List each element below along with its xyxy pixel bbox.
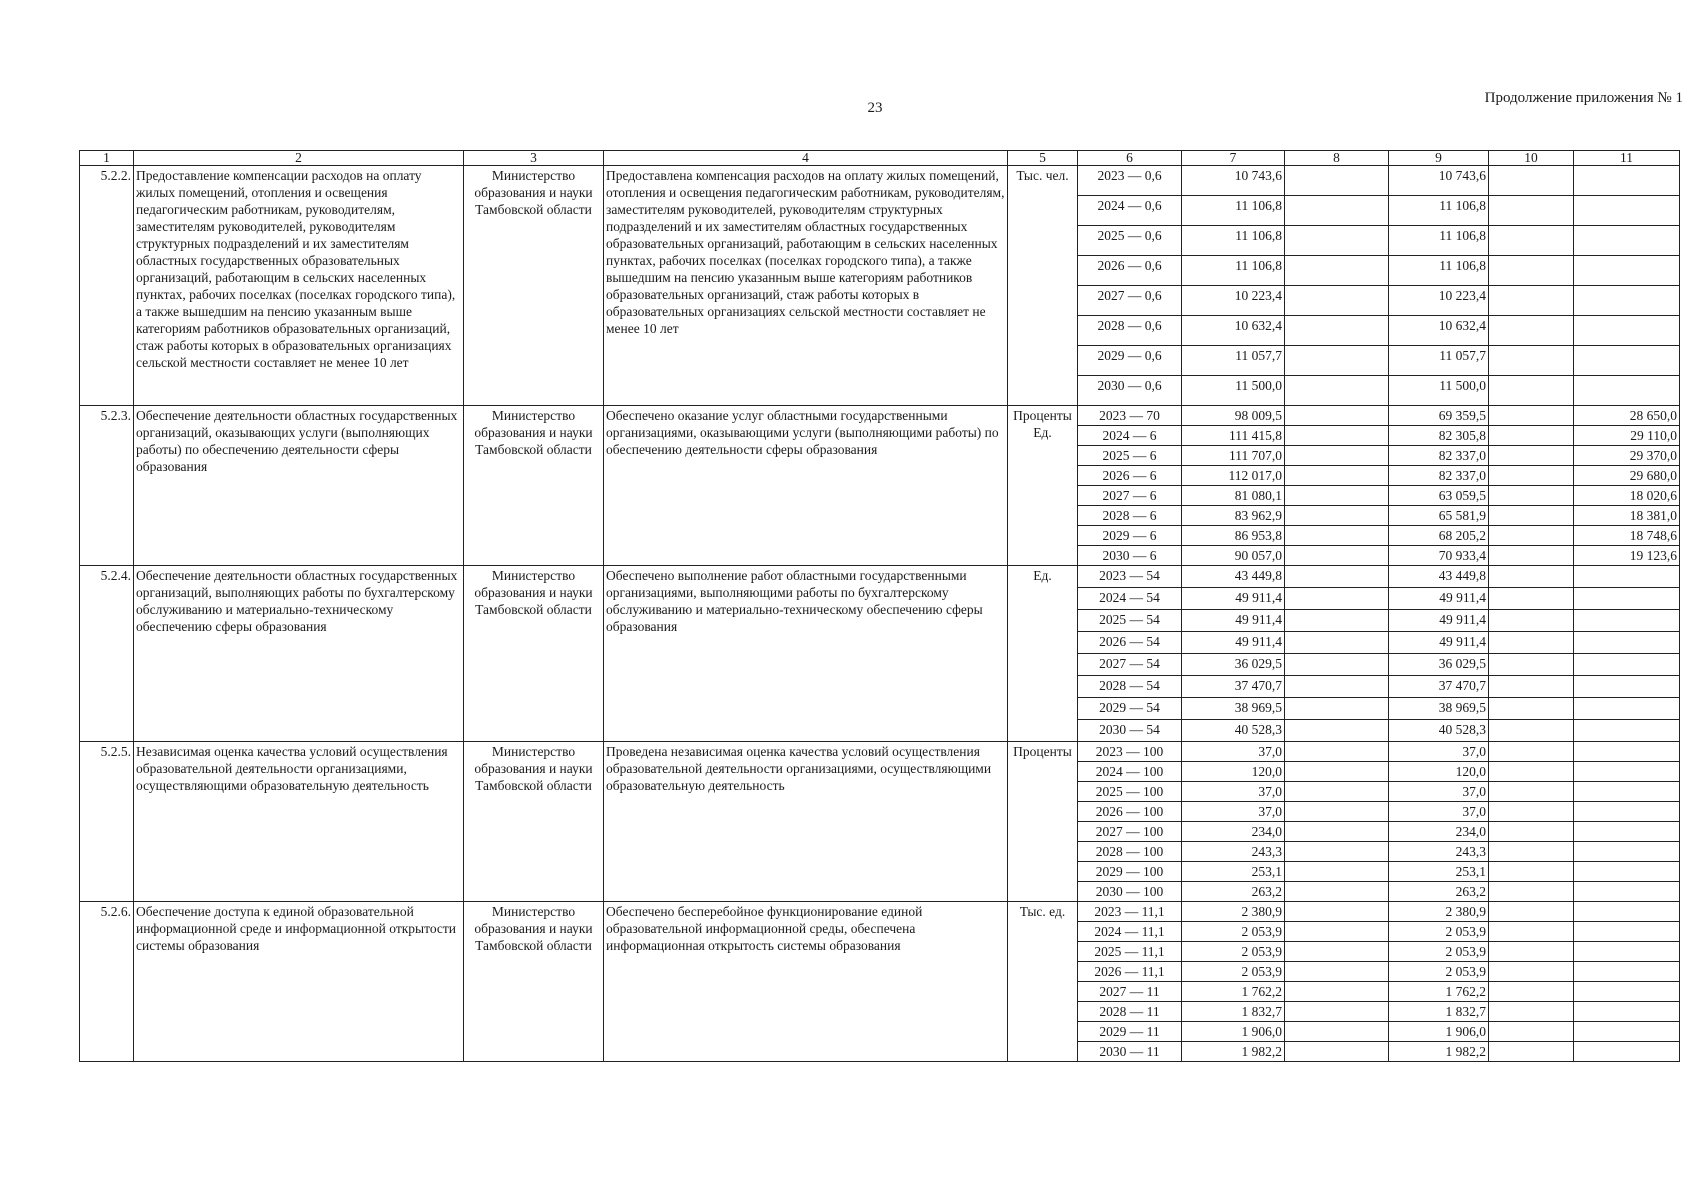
federal-amount (1285, 962, 1389, 982)
other-amount (1574, 286, 1680, 316)
regional-amount: 37,0 (1389, 802, 1489, 822)
federal-amount (1285, 566, 1389, 588)
regional-amount: 1 982,2 (1389, 1042, 1489, 1062)
regional-amount: 10 223,4 (1389, 286, 1489, 316)
local-amount (1489, 486, 1574, 506)
other-amount (1574, 376, 1680, 406)
regional-amount: 11 106,8 (1389, 226, 1489, 256)
regional-amount: 2 053,9 (1389, 962, 1489, 982)
regional-amount: 253,1 (1389, 862, 1489, 882)
other-amount (1574, 862, 1680, 882)
local-amount (1489, 698, 1574, 720)
local-amount (1489, 256, 1574, 286)
unit-label: Ед. (1033, 425, 1052, 440)
federal-amount (1285, 346, 1389, 376)
total-amount: 37,0 (1182, 782, 1285, 802)
page-number: 23 (867, 100, 883, 116)
year-target: 2028 — 6 (1078, 506, 1182, 526)
federal-amount (1285, 842, 1389, 862)
federal-amount (1285, 376, 1389, 406)
total-amount: 111 707,0 (1182, 446, 1285, 466)
column-number: 4 (604, 151, 1008, 166)
measure-executor: Министерство образования и науки Тамбовской области (464, 406, 604, 566)
year-target: 2030 — 11 (1078, 1042, 1182, 1062)
federal-amount (1285, 698, 1389, 720)
regional-amount: 37,0 (1389, 742, 1489, 762)
year-target: 2023 — 0,6 (1078, 166, 1182, 196)
unit-label: Ед. (1033, 568, 1052, 583)
total-amount: 1 832,7 (1182, 1002, 1285, 1022)
regional-amount: 37,0 (1389, 782, 1489, 802)
other-amount (1574, 566, 1680, 588)
year-target: 2028 — 0,6 (1078, 316, 1182, 346)
local-amount (1489, 196, 1574, 226)
regional-amount: 40 528,3 (1389, 720, 1489, 742)
total-amount: 83 962,9 (1182, 506, 1285, 526)
column-number: 1 (80, 151, 134, 166)
total-amount: 10 632,4 (1182, 316, 1285, 346)
table-row (80, 166, 1680, 196)
regional-amount: 49 911,4 (1389, 632, 1489, 654)
other-amount (1574, 922, 1680, 942)
total-amount: 2 380,9 (1182, 902, 1285, 922)
measure-code: 5.2.6. (80, 902, 134, 1062)
measure-code: 5.2.4. (80, 566, 134, 742)
year-target: 2028 — 11 (1078, 1002, 1182, 1022)
regional-amount: 1 832,7 (1389, 1002, 1489, 1022)
total-amount: 81 080,1 (1182, 486, 1285, 506)
column-number: 6 (1078, 151, 1182, 166)
total-amount: 10 223,4 (1182, 286, 1285, 316)
total-amount: 90 057,0 (1182, 546, 1285, 566)
regional-amount: 2 380,9 (1389, 902, 1489, 922)
total-amount: 112 017,0 (1182, 466, 1285, 486)
regional-amount: 68 205,2 (1389, 526, 1489, 546)
unit-label: Проценты (1013, 408, 1072, 423)
federal-amount (1285, 982, 1389, 1002)
other-amount (1574, 316, 1680, 346)
year-target: 2026 — 100 (1078, 802, 1182, 822)
local-amount (1489, 286, 1574, 316)
other-amount: 19 123,6 (1574, 546, 1680, 566)
other-amount (1574, 822, 1680, 842)
column-number: 11 (1574, 151, 1680, 166)
local-amount (1489, 676, 1574, 698)
total-amount: 111 415,8 (1182, 426, 1285, 446)
year-target: 2029 — 54 (1078, 698, 1182, 720)
measures-table (79, 150, 1680, 1062)
other-amount (1574, 676, 1680, 698)
regional-amount: 2 053,9 (1389, 922, 1489, 942)
local-amount (1489, 546, 1574, 566)
federal-amount (1285, 546, 1389, 566)
column-number: 7 (1182, 151, 1285, 166)
local-amount (1489, 782, 1574, 802)
column-number: 2 (134, 151, 464, 166)
local-amount (1489, 426, 1574, 446)
local-amount (1489, 942, 1574, 962)
other-amount (1574, 1002, 1680, 1022)
other-amount (1574, 346, 1680, 376)
regional-amount: 69 359,5 (1389, 406, 1489, 426)
federal-amount (1285, 1022, 1389, 1042)
other-amount (1574, 1022, 1680, 1042)
measure-name: Обеспечение деятельности областных государственных организаций, оказывающих услуги (выполняющих работы) по обеспечению деятельности сферы образования (134, 406, 464, 566)
local-amount (1489, 962, 1574, 982)
measure-executor: Министерство образования и науки Тамбовской области (464, 742, 604, 902)
year-target: 2024 — 54 (1078, 588, 1182, 610)
local-amount (1489, 922, 1574, 942)
regional-amount: 11 057,7 (1389, 346, 1489, 376)
federal-amount (1285, 426, 1389, 446)
regional-amount: 38 969,5 (1389, 698, 1489, 720)
federal-amount (1285, 466, 1389, 486)
measure-result: Предоставлена компенсация расходов на оплату жилых помещений, отопления и освещения педагогическим работникам, руководителям, заместителям руководителей, руководителям структурных подразделений и их заместителям областных государственных образовательных организаций, работающим в сельских населенных пунктах, рабочих поселках (поселках городского типа), а также вышедшим на пенсию указанным выше категориям работников образовательных организаций, стаж работы которых в образовательных организациях сельской местности составляет не менее 10 лет (604, 166, 1008, 406)
local-amount (1489, 862, 1574, 882)
other-amount (1574, 588, 1680, 610)
regional-amount: 11 106,8 (1389, 196, 1489, 226)
local-amount (1489, 316, 1574, 346)
year-target: 2024 — 100 (1078, 762, 1182, 782)
federal-amount (1285, 486, 1389, 506)
other-amount (1574, 226, 1680, 256)
local-amount (1489, 610, 1574, 632)
regional-amount: 70 933,4 (1389, 546, 1489, 566)
total-amount: 49 911,4 (1182, 610, 1285, 632)
regional-amount: 49 911,4 (1389, 588, 1489, 610)
other-amount: 29 370,0 (1574, 446, 1680, 466)
other-amount (1574, 882, 1680, 902)
federal-amount (1285, 676, 1389, 698)
total-amount: 11 500,0 (1182, 376, 1285, 406)
total-amount: 234,0 (1182, 822, 1285, 842)
measure-name: Обеспечение деятельности областных государственных организаций, выполняющих работы по бухгалтерскому обслуживанию и материально-техническому обеспечению сферы образования (134, 566, 464, 742)
year-target: 2023 — 54 (1078, 566, 1182, 588)
total-amount: 11 106,8 (1182, 226, 1285, 256)
column-number: 3 (464, 151, 604, 166)
total-amount: 2 053,9 (1182, 962, 1285, 982)
regional-amount: 49 911,4 (1389, 610, 1489, 632)
year-target: 2029 — 100 (1078, 862, 1182, 882)
other-amount: 18 381,0 (1574, 506, 1680, 526)
local-amount (1489, 632, 1574, 654)
year-target: 2024 — 0,6 (1078, 196, 1182, 226)
federal-amount (1285, 1002, 1389, 1022)
table-row (80, 742, 1680, 762)
local-amount (1489, 1002, 1574, 1022)
total-amount: 49 911,4 (1182, 588, 1285, 610)
other-amount (1574, 166, 1680, 196)
year-target: 2028 — 100 (1078, 842, 1182, 862)
year-target: 2023 — 11,1 (1078, 902, 1182, 922)
year-target: 2029 — 6 (1078, 526, 1182, 546)
year-target: 2025 — 100 (1078, 782, 1182, 802)
regional-amount: 82 305,8 (1389, 426, 1489, 446)
year-target: 2027 — 54 (1078, 654, 1182, 676)
total-amount: 37,0 (1182, 802, 1285, 822)
other-amount: 29 110,0 (1574, 426, 1680, 446)
year-target: 2027 — 11 (1078, 982, 1182, 1002)
total-amount: 86 953,8 (1182, 526, 1285, 546)
measure-result: Обеспечено бесперебойное функционирование единой образовательной информационной среды, обеспечена информационная открытость системы образования (604, 902, 1008, 1062)
year-target: 2026 — 0,6 (1078, 256, 1182, 286)
local-amount (1489, 822, 1574, 842)
federal-amount (1285, 226, 1389, 256)
regional-amount: 82 337,0 (1389, 466, 1489, 486)
local-amount (1489, 588, 1574, 610)
total-amount: 2 053,9 (1182, 922, 1285, 942)
other-amount (1574, 902, 1680, 922)
regional-amount: 1 906,0 (1389, 1022, 1489, 1042)
other-amount: 29 680,0 (1574, 466, 1680, 486)
appendix-continuation-note: Продолжение приложения № 1 (1484, 90, 1683, 106)
other-amount (1574, 654, 1680, 676)
year-target: 2023 — 70 (1078, 406, 1182, 426)
measure-executor: Министерство образования и науки Тамбовской области (464, 902, 604, 1062)
column-number: 10 (1489, 151, 1574, 166)
measure-units (1008, 902, 1078, 1062)
measure-units (1008, 166, 1078, 406)
local-amount (1489, 742, 1574, 762)
federal-amount (1285, 862, 1389, 882)
local-amount (1489, 902, 1574, 922)
federal-amount (1285, 902, 1389, 922)
total-amount: 1 762,2 (1182, 982, 1285, 1002)
measure-units (1008, 406, 1078, 566)
total-amount: 243,3 (1182, 842, 1285, 862)
federal-amount (1285, 782, 1389, 802)
total-amount: 49 911,4 (1182, 632, 1285, 654)
measure-executor: Министерство образования и науки Тамбовской области (464, 566, 604, 742)
unit-label: Тыс. чел. (1016, 168, 1069, 183)
other-amount: 18 748,6 (1574, 526, 1680, 546)
measure-units (1008, 742, 1078, 902)
federal-amount (1285, 742, 1389, 762)
local-amount (1489, 166, 1574, 196)
other-amount (1574, 610, 1680, 632)
other-amount (1574, 632, 1680, 654)
local-amount (1489, 466, 1574, 486)
measure-result: Обеспечено выполнение работ областными государственными организациями, выполняющими работы по бухгалтерскому обслуживанию и материально-техническому обеспечению сферы образования (604, 566, 1008, 742)
measure-name: Независимая оценка качества условий осуществления образовательной деятельности организациями, осуществляющими образовательную деятельность (134, 742, 464, 902)
other-amount (1574, 802, 1680, 822)
column-number: 8 (1285, 151, 1389, 166)
measure-code: 5.2.2. (80, 166, 134, 406)
other-amount (1574, 720, 1680, 742)
year-target: 2030 — 6 (1078, 546, 1182, 566)
federal-amount (1285, 720, 1389, 742)
measure-name: Обеспечение доступа к единой образовательной информационной среде и информационной открытости системы образования (134, 902, 464, 1062)
year-target: 2024 — 6 (1078, 426, 1182, 446)
local-amount (1489, 446, 1574, 466)
federal-amount (1285, 942, 1389, 962)
federal-amount (1285, 632, 1389, 654)
local-amount (1489, 1022, 1574, 1042)
total-amount: 263,2 (1182, 882, 1285, 902)
local-amount (1489, 982, 1574, 1002)
federal-amount (1285, 762, 1389, 782)
year-target: 2024 — 11,1 (1078, 922, 1182, 942)
column-number: 9 (1389, 151, 1489, 166)
local-amount (1489, 654, 1574, 676)
other-amount (1574, 782, 1680, 802)
total-amount: 10 743,6 (1182, 166, 1285, 196)
local-amount (1489, 842, 1574, 862)
measure-result: Обеспечено оказание услуг областными государственными организациями, оказывающими услуги (выполняющими работы) по обеспечению деятельности сферы образования (604, 406, 1008, 566)
local-amount (1489, 526, 1574, 546)
total-amount: 38 969,5 (1182, 698, 1285, 720)
year-target: 2030 — 54 (1078, 720, 1182, 742)
federal-amount (1285, 882, 1389, 902)
year-target: 2026 — 6 (1078, 466, 1182, 486)
year-target: 2025 — 11,1 (1078, 942, 1182, 962)
total-amount: 43 449,8 (1182, 566, 1285, 588)
federal-amount (1285, 446, 1389, 466)
total-amount: 11 106,8 (1182, 256, 1285, 286)
total-amount: 253,1 (1182, 862, 1285, 882)
local-amount (1489, 802, 1574, 822)
year-target: 2025 — 54 (1078, 610, 1182, 632)
year-target: 2026 — 54 (1078, 632, 1182, 654)
local-amount (1489, 226, 1574, 256)
year-target: 2029 — 0,6 (1078, 346, 1182, 376)
regional-amount: 43 449,8 (1389, 566, 1489, 588)
regional-amount: 63 059,5 (1389, 486, 1489, 506)
table-row (80, 566, 1680, 588)
other-amount (1574, 1042, 1680, 1062)
federal-amount (1285, 822, 1389, 842)
regional-amount: 120,0 (1389, 762, 1489, 782)
table-row (80, 406, 1680, 426)
year-target: 2027 — 6 (1078, 486, 1182, 506)
federal-amount (1285, 802, 1389, 822)
regional-amount: 2 053,9 (1389, 942, 1489, 962)
total-amount: 37,0 (1182, 742, 1285, 762)
regional-amount: 11 500,0 (1389, 376, 1489, 406)
measure-executor: Министерство образования и науки Тамбовской области (464, 166, 604, 406)
table-row (80, 902, 1680, 922)
unit-label: Проценты (1013, 744, 1072, 759)
federal-amount (1285, 588, 1389, 610)
measure-units (1008, 566, 1078, 742)
total-amount: 40 528,3 (1182, 720, 1285, 742)
unit-label: Тыс. ед. (1019, 904, 1066, 919)
other-amount (1574, 942, 1680, 962)
other-amount (1574, 842, 1680, 862)
local-amount (1489, 566, 1574, 588)
other-amount (1574, 982, 1680, 1002)
regional-amount: 10 632,4 (1389, 316, 1489, 346)
federal-amount (1285, 610, 1389, 632)
column-number-row (80, 151, 1680, 166)
regional-amount: 82 337,0 (1389, 446, 1489, 466)
column-number: 5 (1008, 151, 1078, 166)
federal-amount (1285, 526, 1389, 546)
federal-amount (1285, 654, 1389, 676)
federal-amount (1285, 922, 1389, 942)
regional-amount: 36 029,5 (1389, 654, 1489, 676)
federal-amount (1285, 506, 1389, 526)
federal-amount (1285, 1042, 1389, 1062)
year-target: 2026 — 11,1 (1078, 962, 1182, 982)
total-amount: 36 029,5 (1182, 654, 1285, 676)
regional-amount: 11 106,8 (1389, 256, 1489, 286)
total-amount: 11 106,8 (1182, 196, 1285, 226)
federal-amount (1285, 286, 1389, 316)
total-amount: 1 906,0 (1182, 1022, 1285, 1042)
local-amount (1489, 506, 1574, 526)
total-amount: 2 053,9 (1182, 942, 1285, 962)
local-amount (1489, 406, 1574, 426)
year-target: 2029 — 11 (1078, 1022, 1182, 1042)
total-amount: 98 009,5 (1182, 406, 1285, 426)
regional-amount: 65 581,9 (1389, 506, 1489, 526)
other-amount: 28 650,0 (1574, 406, 1680, 426)
total-amount: 1 982,2 (1182, 1042, 1285, 1062)
federal-amount (1285, 316, 1389, 346)
regional-amount: 1 762,2 (1389, 982, 1489, 1002)
year-target: 2027 — 0,6 (1078, 286, 1182, 316)
federal-amount (1285, 166, 1389, 196)
year-target: 2025 — 6 (1078, 446, 1182, 466)
other-amount: 18 020,6 (1574, 486, 1680, 506)
other-amount (1574, 762, 1680, 782)
other-amount (1574, 698, 1680, 720)
measure-code: 5.2.3. (80, 406, 134, 566)
local-amount (1489, 720, 1574, 742)
local-amount (1489, 1042, 1574, 1062)
other-amount (1574, 742, 1680, 762)
regional-amount: 234,0 (1389, 822, 1489, 842)
year-target: 2028 — 54 (1078, 676, 1182, 698)
year-target: 2023 — 100 (1078, 742, 1182, 762)
measure-code: 5.2.5. (80, 742, 134, 902)
local-amount (1489, 346, 1574, 376)
year-target: 2027 — 100 (1078, 822, 1182, 842)
local-amount (1489, 762, 1574, 782)
regional-amount: 10 743,6 (1389, 166, 1489, 196)
total-amount: 120,0 (1182, 762, 1285, 782)
measure-name: Предоставление компенсации расходов на оплату жилых помещений, отопления и освещения педагогическим работникам, руководителям, заместителям руководителей, руководителям структурных подразделений и их заместителям областных государственных образовательных организаций, работающим в сельских населенных пунктах, рабочих поселках (поселках городского типа), а также вышедшим на пенсию указанным выше категориям работников образовательных организаций, стаж работы которых в образовательных организациях сельской местности составляет не менее 10 лет (134, 166, 464, 406)
other-amount (1574, 196, 1680, 226)
year-target: 2025 — 0,6 (1078, 226, 1182, 256)
total-amount: 37 470,7 (1182, 676, 1285, 698)
federal-amount (1285, 196, 1389, 226)
other-amount (1574, 962, 1680, 982)
regional-amount: 37 470,7 (1389, 676, 1489, 698)
regional-amount: 243,3 (1389, 842, 1489, 862)
year-target: 2030 — 100 (1078, 882, 1182, 902)
federal-amount (1285, 256, 1389, 286)
other-amount (1574, 256, 1680, 286)
regional-amount: 263,2 (1389, 882, 1489, 902)
total-amount: 11 057,7 (1182, 346, 1285, 376)
measure-result: Проведена независимая оценка качества условий осуществления образовательной деятельности организациями, осуществляющими образовательную деятельность (604, 742, 1008, 902)
federal-amount (1285, 406, 1389, 426)
year-target: 2030 — 0,6 (1078, 376, 1182, 406)
local-amount (1489, 882, 1574, 902)
local-amount (1489, 376, 1574, 406)
